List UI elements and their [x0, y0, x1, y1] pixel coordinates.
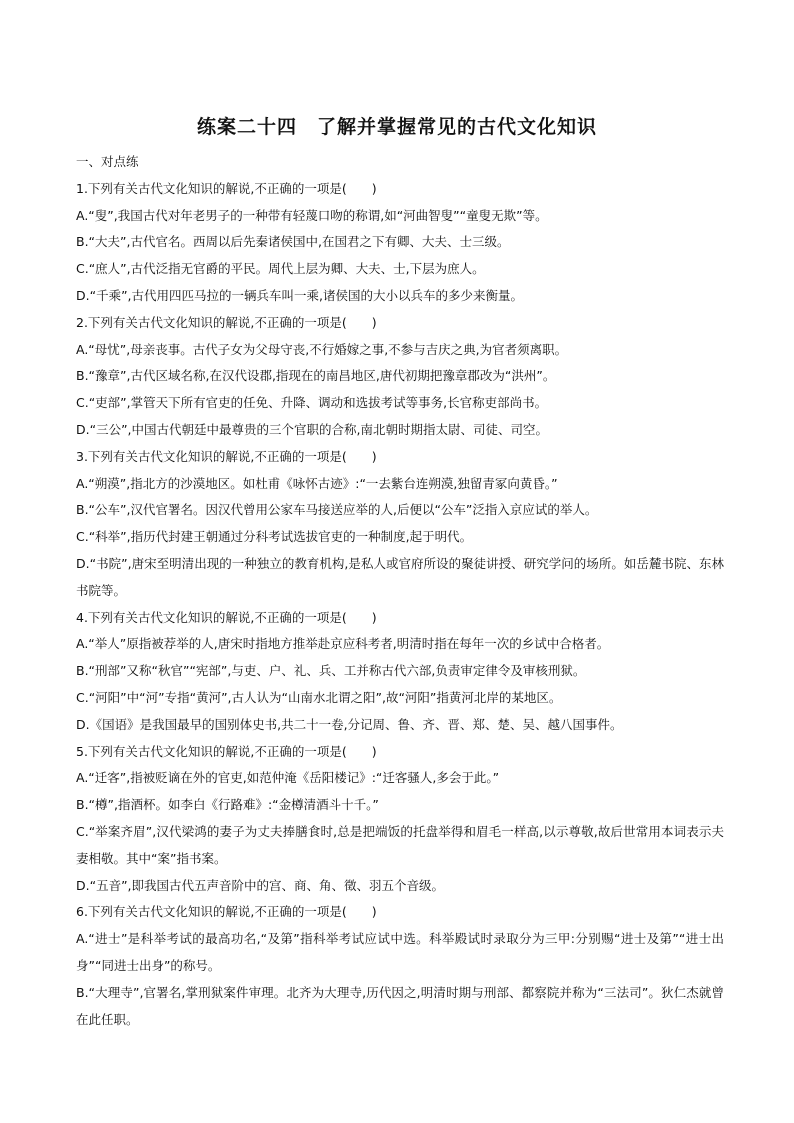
question-2-option-c: C.“吏部”,掌管天下所有官吏的任免、升降、调动和选拔考试等事务,长官称吏部尚书。 — [76, 395, 548, 411]
question-6-option-a: A.“进士”是科举考试的最高功名,“及第”指科举考试应试中选。科举殿试时录取分为三甲:分别赐“进士及第”“进士出身”“同进士出身”的称号。 — [76, 931, 724, 973]
question-2-option-d: D.“三公”,中国古代朝廷中最尊贵的三个官职的合称,南北朝时期指太尉、司徒、司空。 — [76, 421, 548, 437]
section-heading: 一、对点练 — [76, 154, 139, 169]
question-2-option-b: B.“豫章”,古代区域名称,在汉代设郡,指现在的南昌地区,唐代初期把豫章郡改为“洪州”。 — [76, 368, 556, 384]
question-5-option-b: B.“樽”,指酒杯。如李白《行路难》:“金樽清酒斗十千。” — [76, 797, 379, 813]
question-1-option-c: C.“庶人”,古代泛指无官爵的平民。周代上层为卿、大夫、士,下层为庶人。 — [76, 261, 485, 277]
question-stem-1: 1.下列有关古代文化知识的解说,不正确的一项是( ) — [76, 180, 377, 196]
question-1-option-b: B.“大夫”,古代官名。西周以后先秦诸侯国中,在国君之下有卿、大夫、士三级。 — [76, 234, 510, 250]
question-2-option-a: A.“母忧”,母亲丧事。古代子女为父母守丧,不行婚嫁之事,不参与吉庆之典,为官者须离职。 — [76, 341, 568, 357]
question-stem-3: 3.下列有关古代文化知识的解说,不正确的一项是( ) — [76, 448, 377, 464]
question-1-option-a: A.“叟”,我国古代对年老男子的一种带有轻蔑口吻的称谓,如“河曲智叟”“童叟无欺”等。 — [76, 207, 548, 223]
question-3-option-c: C.“科举”,指历代封建王朝通过分科考试选拔官吏的一种制度,起于明代。 — [76, 529, 473, 545]
question-5-option-a: A.“迁客”,指被贬谪在外的官吏,如范仲淹《岳阳楼记》:“迁客骚人,多会于此。” — [76, 770, 500, 786]
question-5-option-c: C.“举案齐眉”,汉代梁鸿的妻子为丈夫捧膳食时,总是把端饭的托盘举得和眉毛一样高,以示尊敬,故后世常用本词表示夫妻相敬。其中“案”指书案。 — [76, 823, 724, 866]
question-stem-4: 4.下列有关古代文化知识的解说,不正确的一项是( ) — [76, 609, 377, 625]
question-3-option-b: B.“公车”,汉代官署名。因汉代曾用公家车马接送应举的人,后便以“公车”泛指入京应试的举人。 — [76, 502, 598, 518]
question-4-option-a: A.“举人”原指被荐举的人,唐宋时指地方推举赴京应科考者,明清时指在每年一次的乡试中合格者。 — [76, 636, 610, 652]
question-3-option-d: D.“书院”,唐宋至明清出现的一种独立的教育机构,是私人或官府所设的聚徒讲授、研究学问的场所。如岳麓书院、东林书院等。 — [76, 555, 724, 598]
question-stem-5: 5.下列有关古代文化知识的解说,不正确的一项是( ) — [76, 743, 377, 759]
question-6-option-b: B.“大理寺”,官署名,掌刑狱案件审理。北齐为大理寺,历代因之,明清时期与刑部、都察院并称为“三法司”。狄仁杰就曾在此任职。 — [76, 984, 724, 1027]
question-4-option-b: B.“刑部”又称“秋官”“宪部”,与吏、户、礼、兵、工并称古代六部,负责审定律令及审核刑狱。 — [76, 663, 586, 679]
question-stem-6: 6.下列有关古代文化知识的解说,不正确的一项是( ) — [76, 904, 377, 920]
document-body — [76, 149, 724, 1033]
question-4-option-c: C.“河阳”中“河”专指“黄河”,古人认为“山南水北谓之阳”,故“河阳”指黄河北岸的某地区。 — [76, 689, 562, 705]
question-stem-2: 2.下列有关古代文化知识的解说,不正确的一项是( ) — [76, 314, 377, 330]
question-5-option-d: D.“五音”,即我国古代五声音阶中的宫、商、角、徵、羽五个音级。 — [76, 877, 445, 893]
page-title: 练案二十四 了解并掌握常见的古代文化知识 — [196, 116, 597, 138]
question-4-option-d: D.《国语》是我国最早的国别体史书,共二十一卷,分记周、鲁、齐、晋、郑、楚、吴、越八国事件。 — [76, 716, 623, 732]
question-1-option-d: D.“千乘”,古代用四匹马拉的一辆兵车叫一乘,诸侯国的大小以兵车的多少来衡量。 — [76, 287, 523, 303]
question-3-option-a: A.“朔漠”,指北方的沙漠地区。如杜甫《咏怀古迹》:“一去紫台连朔漠,独留青冢向黄昏。” — [76, 475, 558, 491]
